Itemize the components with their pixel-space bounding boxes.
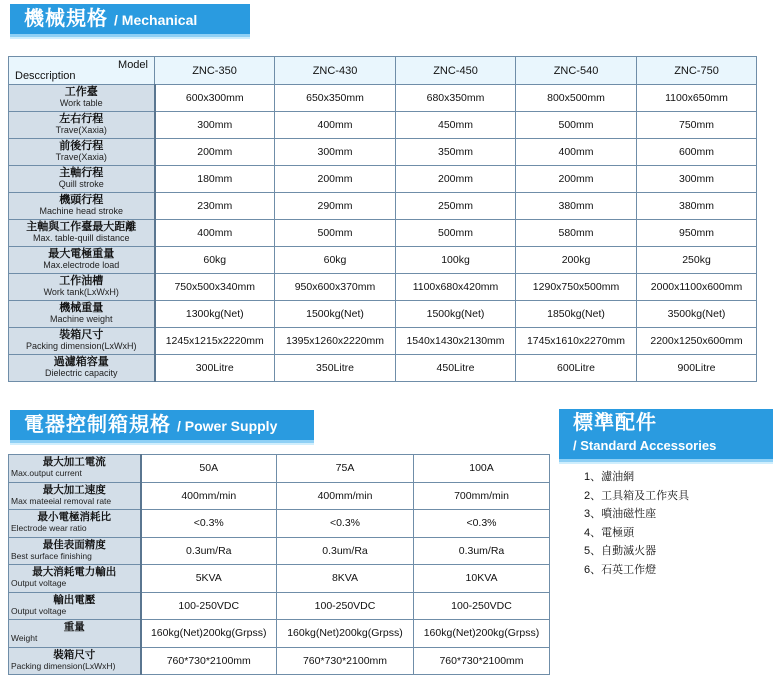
row-label bbox=[9, 247, 155, 274]
table-row bbox=[9, 247, 757, 274]
table-cell: 900Litre bbox=[637, 355, 757, 382]
table-cell: 350Litre bbox=[275, 355, 396, 382]
row-label-en: Output voltage bbox=[11, 578, 67, 589]
table-row bbox=[9, 482, 550, 510]
accessory-item: 6、石英工作燈 bbox=[584, 563, 657, 576]
table-cell: 700mm/min bbox=[414, 482, 550, 510]
table-cell: 200mm bbox=[155, 139, 275, 166]
table-row bbox=[9, 537, 550, 565]
row-label-zh: 主軸與工作臺最大距離 bbox=[26, 221, 137, 233]
table-cell: 230mm bbox=[155, 193, 275, 220]
table-row bbox=[9, 328, 757, 355]
table-cell: 2000x1100x600mm bbox=[637, 274, 757, 301]
table-cell: 1300kg(Net) bbox=[155, 301, 275, 328]
table-cell: 200mm bbox=[516, 166, 637, 193]
table-cell: 400mm bbox=[516, 139, 637, 166]
row-label-en: Weight bbox=[11, 633, 38, 644]
row-label-en: Trave(Xaxia) bbox=[55, 125, 107, 135]
table-cell: 1100x680x420mm bbox=[396, 274, 516, 301]
table-cell: 300mm bbox=[155, 112, 275, 139]
table-cell: 450mm bbox=[396, 112, 516, 139]
row-label bbox=[9, 328, 155, 355]
row-label-en: Best surface finishing bbox=[11, 550, 92, 561]
table-cell: 10KVA bbox=[414, 565, 550, 593]
row-label-en: Max mateeial removal rate bbox=[11, 495, 112, 506]
row-label bbox=[9, 166, 155, 193]
row-label-zh: 重量 bbox=[63, 621, 85, 634]
table-row bbox=[9, 139, 757, 166]
table-cell: 290mm bbox=[275, 193, 396, 220]
table-cell: 500mm bbox=[275, 220, 396, 247]
row-label-zh: 主軸行程 bbox=[59, 167, 104, 179]
table-cell: 200kg bbox=[516, 247, 637, 274]
row-label-en: Machine weight bbox=[49, 314, 113, 324]
table-cell: 750mm bbox=[637, 112, 757, 139]
row-label bbox=[9, 112, 155, 139]
accessory-item: 1、濾油網 bbox=[584, 471, 635, 483]
table-cell: 800x500mm bbox=[516, 85, 637, 112]
row-label bbox=[9, 355, 155, 382]
row-label bbox=[9, 455, 141, 483]
model-header: ZNC-450 bbox=[396, 57, 516, 85]
row-label bbox=[9, 510, 141, 538]
table-cell: 760*730*2100mm bbox=[277, 647, 414, 675]
row-label bbox=[9, 301, 155, 328]
table-cell: 400mm bbox=[155, 220, 275, 247]
row-label bbox=[9, 565, 141, 593]
table-cell: 500mm bbox=[516, 112, 637, 139]
table-cell: 200mm bbox=[396, 166, 516, 193]
table-cell: 0.3um/Ra bbox=[277, 537, 414, 565]
model-header: ZNC-430 bbox=[275, 57, 396, 85]
row-label bbox=[9, 537, 141, 565]
row-label-zh: 最大加工速度 bbox=[42, 483, 106, 496]
table-cell: 250kg bbox=[637, 247, 757, 274]
table-cell: 950x600x370mm bbox=[275, 274, 396, 301]
row-label bbox=[9, 220, 155, 247]
table-cell: 0.3um/Ra bbox=[141, 537, 277, 565]
row-label-zh: 左右行程 bbox=[59, 113, 104, 125]
row-label-zh: 機械重量 bbox=[59, 302, 104, 314]
row-label-zh: 工作臺 bbox=[64, 86, 98, 98]
row-label-zh: 最大電極重量 bbox=[48, 248, 115, 260]
table-cell: 450Litre bbox=[396, 355, 516, 382]
table-row bbox=[9, 193, 757, 220]
model-header: ZNC-540 bbox=[516, 57, 637, 85]
table-cell: 400mm bbox=[275, 112, 396, 139]
table-cell: 2200x1250x600mm bbox=[637, 328, 757, 355]
row-label bbox=[9, 592, 141, 620]
power-section-title bbox=[10, 410, 314, 443]
table-cell: 500mm bbox=[396, 220, 516, 247]
table-cell: 1500kg(Net) bbox=[275, 301, 396, 328]
table-cell: 8KVA bbox=[277, 565, 414, 593]
table-row bbox=[9, 220, 757, 247]
table-cell: 300Litre bbox=[155, 355, 275, 382]
table-cell: 3500kg(Net) bbox=[637, 301, 757, 328]
table-cell: <0.3% bbox=[414, 510, 550, 538]
mechanical-corner-header bbox=[9, 57, 155, 85]
table-cell: 580mm bbox=[516, 220, 637, 247]
row-label-zh: 前後行程 bbox=[59, 140, 104, 152]
table-cell: 60kg bbox=[275, 247, 396, 274]
row-label-zh: 最小電極消耗比 bbox=[37, 511, 111, 524]
table-cell: 1745x1610x2270mm bbox=[516, 328, 637, 355]
row-label-zh: 裝箱尺寸 bbox=[59, 329, 104, 341]
table-cell: 75A bbox=[277, 455, 414, 483]
table-row bbox=[9, 274, 757, 301]
table-cell: 160kg(Net)200kg(Grpss) bbox=[414, 620, 550, 648]
table-row bbox=[9, 455, 550, 483]
table-cell: 1500kg(Net) bbox=[396, 301, 516, 328]
table-cell: 750x500x340mm bbox=[155, 274, 275, 301]
table-cell: 400mm/min bbox=[141, 482, 277, 510]
row-label-en: Output voltage bbox=[11, 605, 67, 616]
table-cell: 60kg bbox=[155, 247, 275, 274]
row-label-en: Max.electrode load bbox=[43, 260, 120, 270]
table-cell: 680x350mm bbox=[396, 85, 516, 112]
row-label-en: Quill stroke bbox=[58, 179, 104, 189]
row-label-en: Packing dimension(LxWxH) bbox=[25, 341, 137, 351]
row-label-en: Max. table-quill distance bbox=[32, 233, 130, 243]
row-label-en: Dielectric capacity bbox=[44, 368, 118, 378]
table-cell: 100kg bbox=[396, 247, 516, 274]
mechanical-header-row bbox=[9, 57, 757, 85]
table-row bbox=[9, 620, 550, 648]
row-label-en: Machine head stroke bbox=[39, 206, 124, 216]
table-cell: 600mm bbox=[637, 139, 757, 166]
table-cell: 760*730*2100mm bbox=[414, 647, 550, 675]
table-row bbox=[9, 510, 550, 538]
table-cell: 100-250VDC bbox=[277, 592, 414, 620]
table-row bbox=[9, 112, 757, 139]
table-cell: 600x300mm bbox=[155, 85, 275, 112]
table-cell: 100A bbox=[414, 455, 550, 483]
table-cell: 1290x750x500mm bbox=[516, 274, 637, 301]
table-cell: 760*730*2100mm bbox=[141, 647, 277, 675]
model-header: ZNC-350 bbox=[155, 57, 275, 85]
row-label bbox=[9, 620, 141, 648]
accessories-title-en: / Standard Accessories bbox=[573, 438, 717, 453]
row-label-en: Work table bbox=[59, 98, 103, 108]
mechanical-spec-table bbox=[8, 56, 757, 382]
power-title-en: / Power Supply bbox=[177, 418, 278, 434]
mechanical-title-zh: 機械規格 bbox=[24, 8, 108, 30]
table-cell: 300mm bbox=[637, 166, 757, 193]
table-cell: <0.3% bbox=[277, 510, 414, 538]
table-cell: 180mm bbox=[155, 166, 275, 193]
table-cell: 250mm bbox=[396, 193, 516, 220]
table-cell: 100-250VDC bbox=[414, 592, 550, 620]
table-cell: 160kg(Net)200kg(Grpss) bbox=[277, 620, 414, 648]
row-label-zh: 輸出電壓 bbox=[53, 593, 96, 606]
accessory-item: 3、噴油磁性座 bbox=[584, 508, 657, 520]
accessory-item: 5、自動滅火器 bbox=[584, 545, 657, 557]
table-row bbox=[9, 647, 550, 675]
table-cell: 650x350mm bbox=[275, 85, 396, 112]
table-cell: 400mm/min bbox=[277, 482, 414, 510]
table-cell: 5KVA bbox=[141, 565, 277, 593]
row-label bbox=[9, 482, 141, 510]
row-label bbox=[9, 647, 141, 675]
table-cell: 160kg(Net)200kg(Grpss) bbox=[141, 620, 277, 648]
row-label-zh: 裝箱尺寸 bbox=[53, 648, 96, 661]
table-cell: 1245x1215x2220mm bbox=[155, 328, 275, 355]
table-row bbox=[9, 355, 757, 382]
row-label bbox=[9, 274, 155, 301]
accessories-list bbox=[584, 468, 689, 579]
row-label-en: Work tank(LxWxH) bbox=[43, 287, 119, 297]
table-row bbox=[9, 592, 550, 620]
model-header: ZNC-750 bbox=[637, 57, 757, 85]
table-cell: 950mm bbox=[637, 220, 757, 247]
table-cell: 1395x1260x2220mm bbox=[275, 328, 396, 355]
accessories-title-zh: 標準配件 bbox=[573, 412, 657, 434]
row-label-en: Max.output current bbox=[11, 468, 82, 479]
accessory-item: 4、電極頭 bbox=[584, 526, 635, 539]
accessories-section-title bbox=[559, 409, 773, 462]
power-title-zh: 電器控制箱規格 bbox=[24, 414, 171, 436]
table-cell: 50A bbox=[141, 455, 277, 483]
row-label bbox=[9, 139, 155, 166]
table-cell: 0.3um/Ra bbox=[414, 537, 550, 565]
table-cell: 200mm bbox=[275, 166, 396, 193]
row-label bbox=[9, 85, 155, 112]
table-cell: 1100x650mm bbox=[637, 85, 757, 112]
row-label-zh: 最佳表面精度 bbox=[42, 538, 106, 551]
mechanical-section-title bbox=[10, 4, 250, 37]
row-label-zh: 最大消耗電力輸出 bbox=[32, 566, 117, 579]
table-cell: 1540x1430x2130mm bbox=[396, 328, 516, 355]
accessory-item: 2、工具箱及工作夾具 bbox=[584, 489, 690, 502]
row-label-zh: 機頭行程 bbox=[59, 194, 104, 206]
table-cell: 350mm bbox=[396, 139, 516, 166]
row-label-en: Electrode wear ratio bbox=[11, 523, 87, 534]
mechanical-table-body bbox=[9, 85, 757, 382]
row-label-zh: 工作油槽 bbox=[59, 275, 104, 287]
table-cell: 300mm bbox=[275, 139, 396, 166]
table-row bbox=[9, 85, 757, 112]
row-label-zh: 過濾箱容量 bbox=[53, 356, 109, 368]
table-cell: 100-250VDC bbox=[141, 592, 277, 620]
table-row bbox=[9, 565, 550, 593]
corner-description-label: Desccription bbox=[15, 70, 76, 82]
power-table-body bbox=[9, 455, 550, 675]
table-cell: <0.3% bbox=[141, 510, 277, 538]
corner-model-label: Model bbox=[118, 59, 148, 71]
table-cell: 380mm bbox=[516, 193, 637, 220]
table-row bbox=[9, 301, 757, 328]
mechanical-title-en: / Mechanical bbox=[114, 12, 198, 28]
row-label-en: Packing dimension(LxWxH) bbox=[11, 660, 116, 671]
table-cell: 600Litre bbox=[516, 355, 637, 382]
row-label-zh: 最大加工電流 bbox=[42, 456, 106, 469]
table-cell: 380mm bbox=[637, 193, 757, 220]
power-spec-table bbox=[8, 454, 550, 675]
table-cell: 1850kg(Net) bbox=[516, 301, 637, 328]
row-label-en: Trave(Xaxia) bbox=[55, 152, 107, 162]
table-row bbox=[9, 166, 757, 193]
row-label bbox=[9, 193, 155, 220]
